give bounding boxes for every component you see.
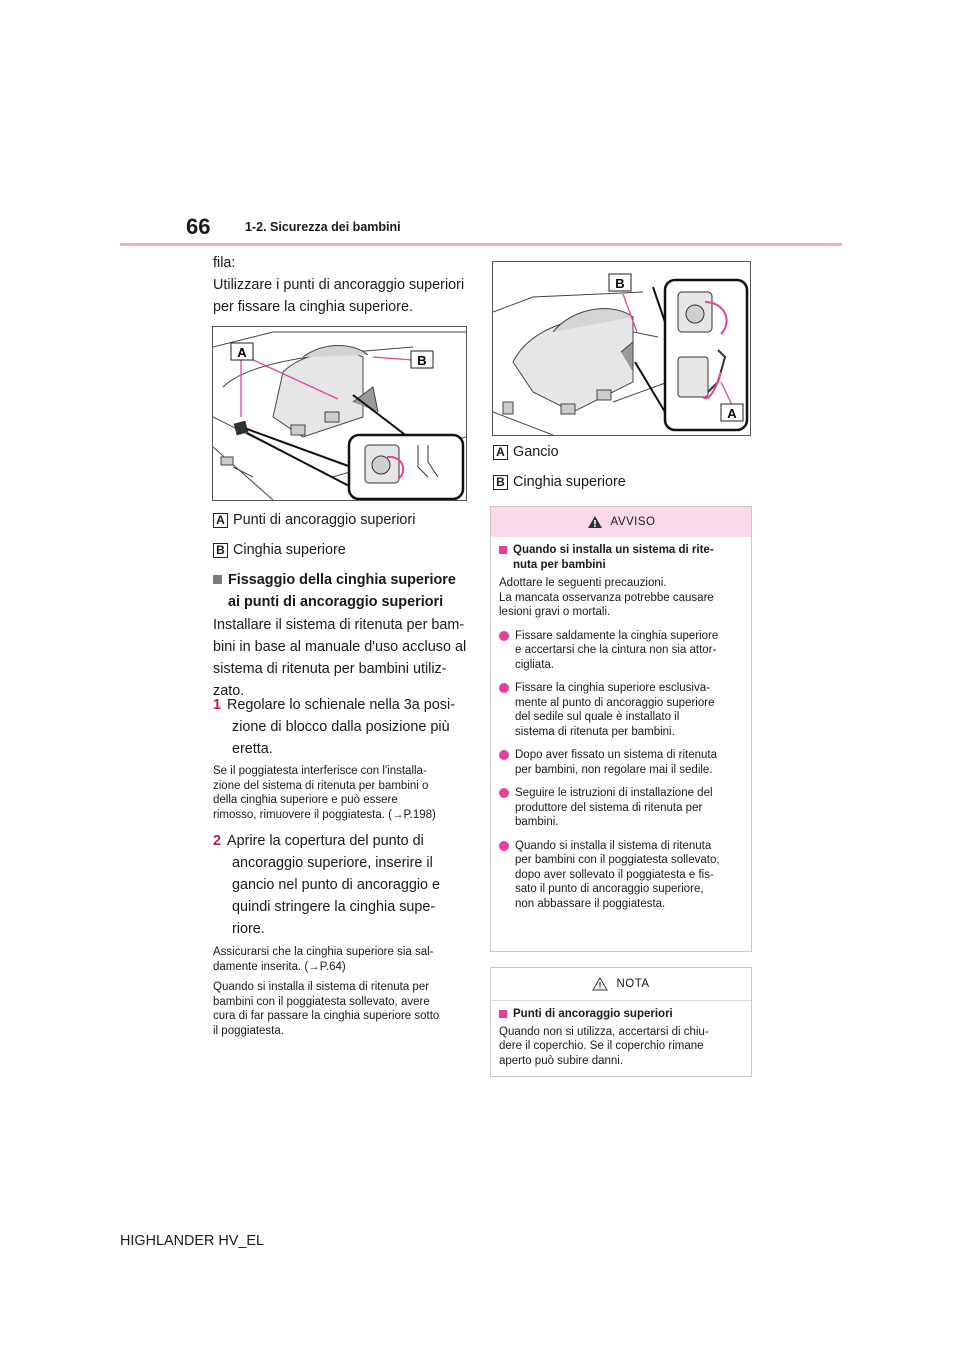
para-line: zato. bbox=[213, 683, 245, 699]
section-title: 1-2. Sicurezza dei bambini bbox=[245, 220, 401, 234]
step-2-number: 2 bbox=[213, 833, 222, 849]
step-2-line: Aprire la copertura del punto di bbox=[227, 833, 424, 849]
step-2-line: ancoraggio superiore, inserire il bbox=[232, 855, 433, 871]
figure1-label-b: B bbox=[417, 353, 427, 368]
pink-bullet-icon bbox=[499, 788, 509, 798]
warning-item-line: del sedile sul quale è installato il bbox=[515, 711, 680, 723]
step-2-line: quindi stringere la cinghia supe- bbox=[232, 899, 436, 915]
square-bullet-icon bbox=[213, 575, 222, 584]
pink-bullet-icon bbox=[499, 631, 509, 641]
caption-b-text: Cinghia superiore bbox=[233, 542, 346, 558]
note-header bbox=[491, 968, 751, 1001]
warning-intro-line: La mancata osservanza potrebbe causare bbox=[499, 591, 714, 604]
intro-line-2: Utilizzare i punti di ancoraggio superiori bbox=[213, 277, 465, 293]
warning-item bbox=[499, 629, 743, 673]
note-body-line: Quando non si utilizza, accertarsi di chiu- bbox=[499, 1025, 709, 1038]
intro-line-1: fila: bbox=[213, 255, 236, 271]
pink-square-bullet-icon bbox=[499, 1010, 507, 1018]
warning-item-line: per bambini con il poggiatesta sollevato, bbox=[515, 854, 720, 866]
note-heading-text: Punti di ancoraggio superiori bbox=[513, 1008, 673, 1020]
step-2-note-1 bbox=[213, 945, 434, 974]
caption-hook bbox=[493, 444, 559, 460]
caption-strap-text: Cinghia superiore bbox=[513, 474, 626, 490]
warning-item-line: non abbassare il poggiatesta. bbox=[515, 897, 666, 910]
warning-box bbox=[490, 506, 752, 952]
footer-model: HIGHLANDER HV_EL bbox=[120, 1233, 264, 1249]
note-line: Se il poggiatesta interferisce con l'installa- bbox=[213, 765, 427, 777]
step-2 bbox=[213, 830, 440, 940]
pink-bullet-icon bbox=[499, 750, 509, 760]
subheading-line-1: Fissaggio della cinghia superiore bbox=[228, 572, 456, 588]
step-1-line: eretta. bbox=[232, 741, 273, 757]
figure-hook bbox=[492, 261, 751, 436]
caption-a bbox=[213, 512, 415, 528]
subheading-line-2: ai punti di ancoraggio superiori bbox=[228, 594, 444, 610]
warning-item-line: Seguire le istruzioni di installazione del bbox=[515, 787, 713, 799]
para-line: bini in base al manuale d'uso accluso al bbox=[213, 639, 467, 655]
warning-item-line: per bambini, non regolare mai il sedile. bbox=[515, 763, 713, 776]
figure1-label-a: A bbox=[237, 345, 247, 360]
seat-illustration-2 bbox=[493, 262, 750, 435]
step-1-line: zione di blocco dalla posizione più bbox=[232, 719, 450, 735]
pink-square-bullet-icon bbox=[499, 546, 507, 554]
warning-heading-line: nuta per bambini bbox=[513, 558, 606, 571]
caption-b-label: B bbox=[213, 543, 228, 558]
caption-a-text: Punti di ancoraggio superiori bbox=[233, 512, 416, 528]
warning-heading-line: Quando si installa un sistema di rite- bbox=[513, 544, 714, 556]
note-line: il poggiatesta. bbox=[213, 1024, 284, 1037]
warning-item-line: Fissare saldamente la cinghia superiore bbox=[515, 629, 719, 642]
note-line: damente inserita. (→P.64) bbox=[213, 960, 346, 973]
warning-item-line: sistema di ritenuta per bambini. bbox=[515, 725, 675, 738]
figure2-label-b: B bbox=[615, 276, 625, 291]
warning-item bbox=[499, 839, 743, 912]
step-2-note-2 bbox=[213, 980, 439, 1038]
warning-intro-line: lesioni gravi o mortali. bbox=[499, 606, 611, 618]
subheading bbox=[213, 569, 456, 613]
step-2-line: gancio nel punto di ancoraggio e bbox=[232, 877, 441, 893]
note-heading bbox=[499, 1007, 743, 1022]
warning-title: AVVISO bbox=[610, 516, 656, 528]
intro-line-3: per fissare la cinghia superiore. bbox=[213, 299, 413, 315]
warning-item-line: e accertarsi che la cintura non sia attor- bbox=[515, 644, 717, 656]
warning-heading bbox=[499, 543, 743, 572]
step-1-note bbox=[213, 764, 436, 822]
warning-item-line: mente al punto di ancoraggio superiore bbox=[515, 696, 715, 709]
warning-item-line: Fissare la cinghia superiore esclusiva- bbox=[515, 682, 710, 694]
seat-illustration-1 bbox=[213, 327, 466, 500]
note-line: bambini con il poggiatesta sollevato, avere bbox=[213, 995, 430, 1008]
caption-strap-label: B bbox=[493, 475, 508, 490]
figure-anchor-points bbox=[212, 326, 467, 501]
warning-item-line: produttore del sistema di ritenuta per bbox=[515, 801, 703, 814]
note-body-line: dere il coperchio. Se il coperchio rimane bbox=[499, 1040, 704, 1052]
caption-a-label: A bbox=[213, 513, 228, 528]
para-line: sistema di ritenuta per bambini utiliz- bbox=[213, 661, 447, 677]
warning-item bbox=[499, 786, 743, 830]
note-body bbox=[499, 1025, 743, 1069]
note-line: Quando si installa il sistema di ritenuta per bbox=[213, 981, 430, 993]
warning-item bbox=[499, 681, 743, 739]
note-line: Assicurarsi che la cinghia superiore sia sal- bbox=[213, 946, 434, 958]
warning-intro-line: Adottare le seguenti precauzioni. bbox=[499, 577, 667, 589]
warning-item-line: dopo aver sollevato il poggiatesta e fis- bbox=[515, 868, 714, 881]
note-body-line: aperto può subire danni. bbox=[499, 1054, 624, 1067]
note-line: cura di far passare la cinghia superiore sotto bbox=[213, 1010, 440, 1022]
pink-bullet-icon bbox=[499, 841, 509, 851]
warning-item-line: Dopo aver fissato un sistema di ritenuta bbox=[515, 749, 717, 761]
note-line: della cinghia superiore e può essere bbox=[213, 794, 398, 806]
step-1 bbox=[213, 694, 455, 760]
warning-header bbox=[491, 507, 751, 537]
note-title: NOTA bbox=[616, 978, 650, 990]
note-line: rimosso, rimuovere il poggiatesta. (→P.198) bbox=[213, 808, 436, 821]
pink-bullet-icon bbox=[499, 683, 509, 693]
figure2-label-a: A bbox=[727, 406, 737, 421]
caption-strap bbox=[493, 474, 626, 490]
step-1-line: Regolare lo schienale nella 3a posi- bbox=[227, 697, 455, 713]
para-line: Installare il sistema di ritenuta per bam- bbox=[213, 617, 465, 633]
note-triangle-icon bbox=[592, 977, 608, 991]
step-1-number: 1 bbox=[213, 697, 222, 713]
header-rule bbox=[120, 243, 842, 246]
install-paragraph bbox=[213, 614, 466, 702]
warning-item-line: bambini. bbox=[515, 816, 559, 828]
caption-b bbox=[213, 542, 346, 558]
caption-hook-label: A bbox=[493, 445, 508, 460]
warning-item-line: cigliata. bbox=[515, 658, 554, 671]
note-line: zione del sistema di ritenuta per bambini o bbox=[213, 779, 429, 792]
warning-item-line: sato il punto di ancoraggio superiore, bbox=[515, 883, 704, 895]
warning-intro bbox=[499, 576, 743, 620]
note-box bbox=[490, 967, 752, 1077]
warning-triangle-icon bbox=[587, 515, 603, 529]
page-number: 66 bbox=[186, 214, 211, 239]
warning-item bbox=[499, 748, 743, 777]
caption-hook-text: Gancio bbox=[513, 444, 559, 460]
warning-item-line: Quando si installa il sistema di ritenuta bbox=[515, 839, 712, 852]
step-2-line: riore. bbox=[232, 921, 265, 937]
